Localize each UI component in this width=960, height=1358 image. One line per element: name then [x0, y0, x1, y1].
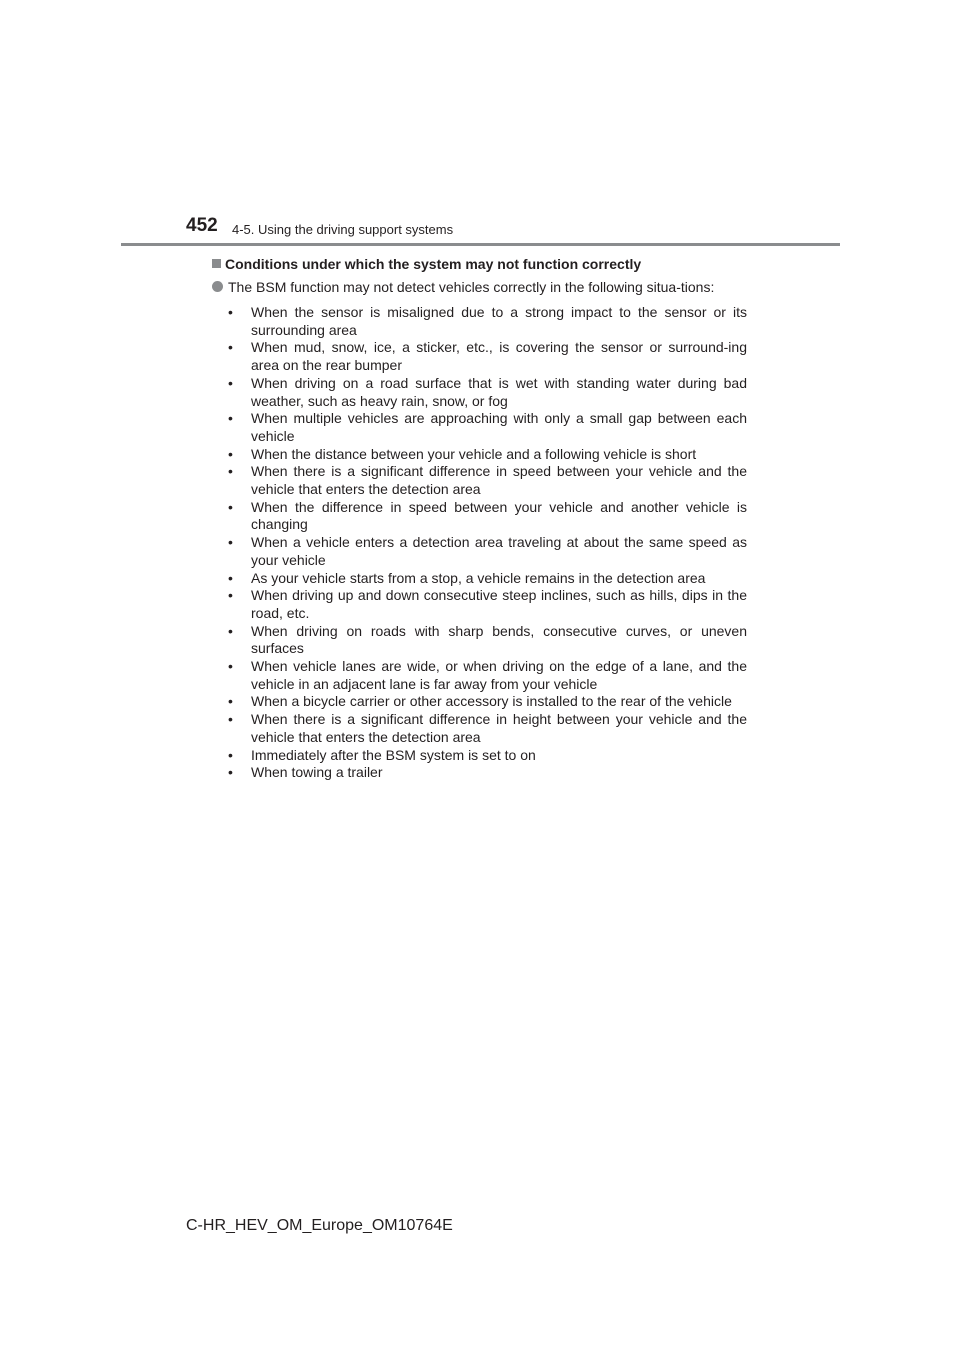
condition-item — [228, 747, 747, 765]
document-code: C-HR_HEV_OM_Europe_OM10764E — [186, 1217, 453, 1234]
intro-text: The BSM function may not detect vehicles correctly in the following situa-tions: — [228, 279, 715, 295]
bullet-dot-icon: • — [228, 622, 233, 639]
condition-text: When a vehicle enters a detection area traveling at about the same speed as your vehicle — [251, 534, 747, 568]
condition-text: When driving on roads with sharp bends, consecutive curves, or uneven surfaces — [251, 622, 747, 657]
bullet-dot-icon: • — [228, 746, 233, 763]
section-heading — [212, 254, 747, 274]
bullet-dot-icon: • — [228, 445, 233, 462]
square-bullet-icon — [212, 259, 221, 268]
page-content — [212, 254, 747, 782]
condition-item — [228, 446, 747, 464]
condition-item — [228, 304, 747, 339]
bullet-dot-icon: • — [228, 498, 233, 515]
condition-text: When there is a significant difference in speed between your vehicle and the vehicle that enters the detection area — [251, 463, 747, 498]
condition-text: When the sensor is misaligned due to a strong impact to the sensor or its surrounding area — [251, 304, 747, 338]
condition-text: When there is a significant difference in height between your vehicle and the vehicle that enters the detection area — [251, 711, 747, 745]
condition-text: When the difference in speed between your vehicle and another vehicle is changing — [251, 498, 747, 533]
header-rule — [121, 243, 840, 246]
condition-text: When multiple vehicles are approaching with only a small gap between each vehicle — [251, 410, 747, 444]
intro-paragraph — [212, 278, 747, 296]
bullet-dot-icon: • — [228, 410, 233, 427]
condition-item — [228, 375, 747, 410]
bullet-dot-icon: • — [228, 764, 233, 781]
condition-item — [228, 410, 747, 445]
bullet-dot-icon: • — [228, 374, 233, 391]
bullet-dot-icon: • — [228, 463, 233, 480]
condition-text: When a bicycle carrier or other accessory is installed to the rear of the vehicle — [251, 693, 732, 710]
bullet-dot-icon: • — [228, 693, 233, 710]
condition-text: Immediately after the BSM system is set to on — [251, 746, 536, 763]
bullet-dot-icon: • — [228, 569, 233, 586]
bullet-dot-icon: • — [228, 339, 233, 356]
condition-item — [228, 658, 747, 693]
bullet-dot-icon: • — [228, 711, 233, 728]
condition-text: When towing a trailer — [251, 764, 383, 781]
section-heading-text: Conditions under which the system may not function correctly — [225, 256, 642, 272]
condition-item — [228, 339, 747, 374]
condition-item — [228, 711, 747, 746]
bullet-dot-icon: • — [228, 304, 233, 320]
condition-item — [228, 570, 747, 588]
condition-item — [228, 587, 747, 622]
condition-item — [228, 534, 747, 569]
condition-text: When vehicle lanes are wide, or when driving on the edge of a lane, and the vehicle in an adjacent lane is far away from your vehicle — [251, 658, 747, 692]
conditions-list — [228, 304, 747, 782]
condition-item — [228, 623, 747, 658]
condition-text: As your vehicle starts from a stop, a vehicle remains in the detection area — [251, 569, 706, 586]
section-title: 4-5. Using the driving support systems — [232, 222, 454, 237]
condition-text: When mud, snow, ice, a sticker, etc., is covering the sensor or surround-ing area on the rear bumper — [251, 339, 747, 374]
condition-item — [228, 463, 747, 498]
condition-text: When the distance between your vehicle and a following vehicle is short — [251, 445, 697, 462]
bullet-dot-icon: • — [228, 534, 233, 551]
circle-bullet-icon — [212, 281, 223, 292]
page-number: 452 — [186, 215, 218, 236]
bullet-dot-icon: • — [228, 658, 233, 675]
bullet-dot-icon: • — [228, 587, 233, 604]
condition-text: When driving up and down consecutive steep inclines, such as hills, dips in the road, etc. — [251, 587, 747, 621]
condition-item — [228, 764, 747, 782]
condition-item — [228, 693, 747, 711]
condition-item — [228, 499, 747, 534]
condition-text: When driving on a road surface that is wet with standing water during bad weather, such as heavy rain, snow, or fog — [251, 374, 747, 409]
